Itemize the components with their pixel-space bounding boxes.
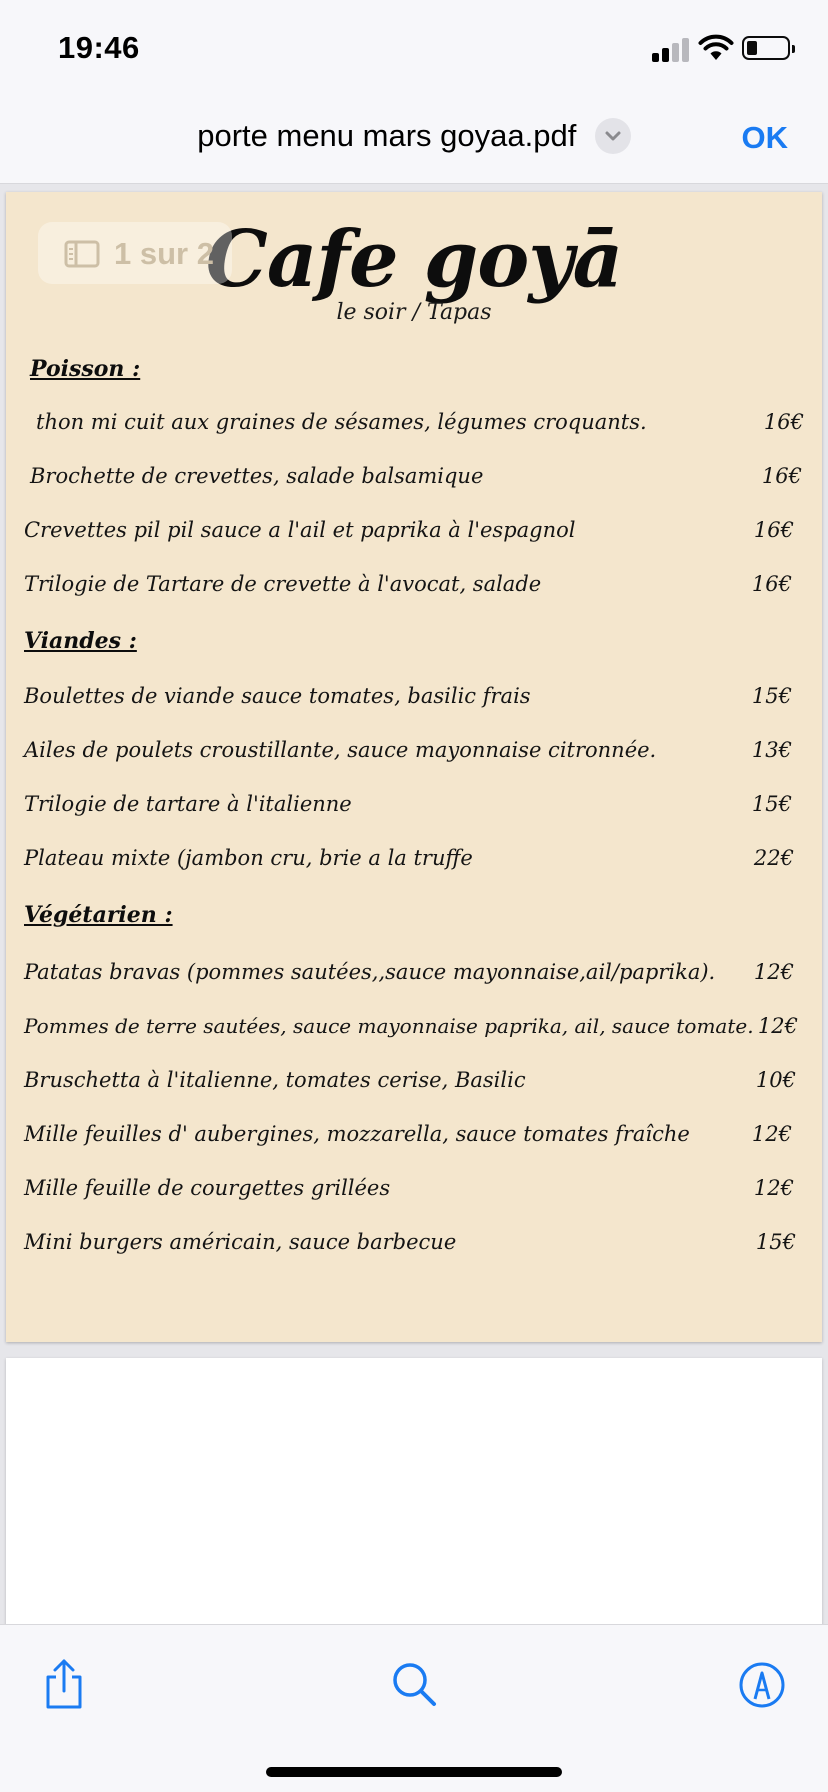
search-icon[interactable] <box>384 1655 444 1715</box>
menu-item-price: 22€ <box>753 846 794 870</box>
menu-item-price: 15€ <box>751 684 792 708</box>
menu-item-name: Ailes de poulets croustillante, sauce mayonnaise citronnée. <box>24 738 657 762</box>
menu-item-price: 15€ <box>755 1230 796 1254</box>
menu-item-name: Mille feuille de courgettes grillées <box>24 1176 391 1200</box>
menu-item-name: Crevettes pil pil sauce a l'ail et paprika à l'espagnol <box>24 518 576 542</box>
menu-item-price: 16€ <box>761 464 802 488</box>
menu-item-price: 12€ <box>753 1176 794 1200</box>
menu-title: Cafe goyā <box>205 214 623 305</box>
pdf-viewer[interactable] <box>0 184 828 1624</box>
menu-item-name: Boulettes de viande sauce tomates, basilic frais <box>24 684 531 708</box>
cellular-signal-icon <box>652 38 692 62</box>
status-time: 19:46 <box>58 30 140 65</box>
menu-subtitle: le soir / Tapas <box>336 300 492 325</box>
battery-icon <box>742 36 790 60</box>
chevron-down-icon[interactable] <box>595 118 631 154</box>
menu-item-name: Trilogie de tartare à l'italienne <box>24 792 352 816</box>
status-bar <box>0 0 828 96</box>
document-title[interactable]: porte menu mars goyaa.pdf <box>197 118 577 153</box>
bottom-toolbar <box>0 1624 828 1792</box>
pdf-page-2 <box>6 1358 822 1624</box>
menu-item-name: Trilogie de Tartare de crevette à l'avocat, salade <box>24 572 542 596</box>
home-indicator <box>266 1767 562 1777</box>
pdf-page-1 <box>6 192 822 1342</box>
menu-item-name: Bruschetta à l'italienne, tomates cerise, Basilic <box>24 1068 526 1092</box>
page-indicator-label: 1 sur 2 <box>114 236 214 271</box>
menu-item-price: 10€ <box>755 1068 796 1092</box>
menu-item-name: Plateau mixte (jambon cru, brie a la truffe <box>24 846 473 870</box>
document-title-menu[interactable] <box>0 118 828 154</box>
menu-item-price: 12€ <box>757 1014 798 1038</box>
sidebar-icon <box>64 240 100 268</box>
menu-item-price: 15€ <box>751 792 792 816</box>
section-heading-vegetarien: Végétarien : <box>24 902 173 928</box>
nav-bar <box>0 96 828 184</box>
menu-item-name: Mini burgers américain, sauce barbecue <box>24 1230 457 1254</box>
menu-item-name: Pommes de terre sautées, sauce mayonnaise paprika, ail, sauce tomate. <box>24 1014 754 1038</box>
section-heading-viandes: Viandes : <box>24 628 137 654</box>
section-heading-poisson: Poisson : <box>30 356 141 382</box>
menu-item-name: Mille feuilles d' aubergines, mozzarella, sauce tomates fraîche <box>24 1122 690 1146</box>
menu-item-price: 13€ <box>751 738 792 762</box>
menu-item-name: Patatas bravas (pommes sautées,,sauce mayonnaise,ail/paprika). <box>24 960 716 984</box>
menu-item-price: 16€ <box>763 410 804 434</box>
menu-item-price: 12€ <box>753 960 794 984</box>
share-icon[interactable] <box>34 1655 94 1715</box>
markup-icon[interactable] <box>732 1655 792 1715</box>
menu-item-price: 12€ <box>751 1122 792 1146</box>
menu-item-price: 16€ <box>751 572 792 596</box>
menu-item-name: thon mi cuit aux graines de sésames, légumes croquants. <box>36 410 647 434</box>
page-indicator[interactable] <box>38 222 232 284</box>
wifi-icon <box>698 34 734 62</box>
ok-button[interactable]: OK <box>741 120 788 155</box>
menu-item-name: Brochette de crevettes, salade balsamique <box>30 464 484 488</box>
menu-item-price: 16€ <box>753 518 794 542</box>
